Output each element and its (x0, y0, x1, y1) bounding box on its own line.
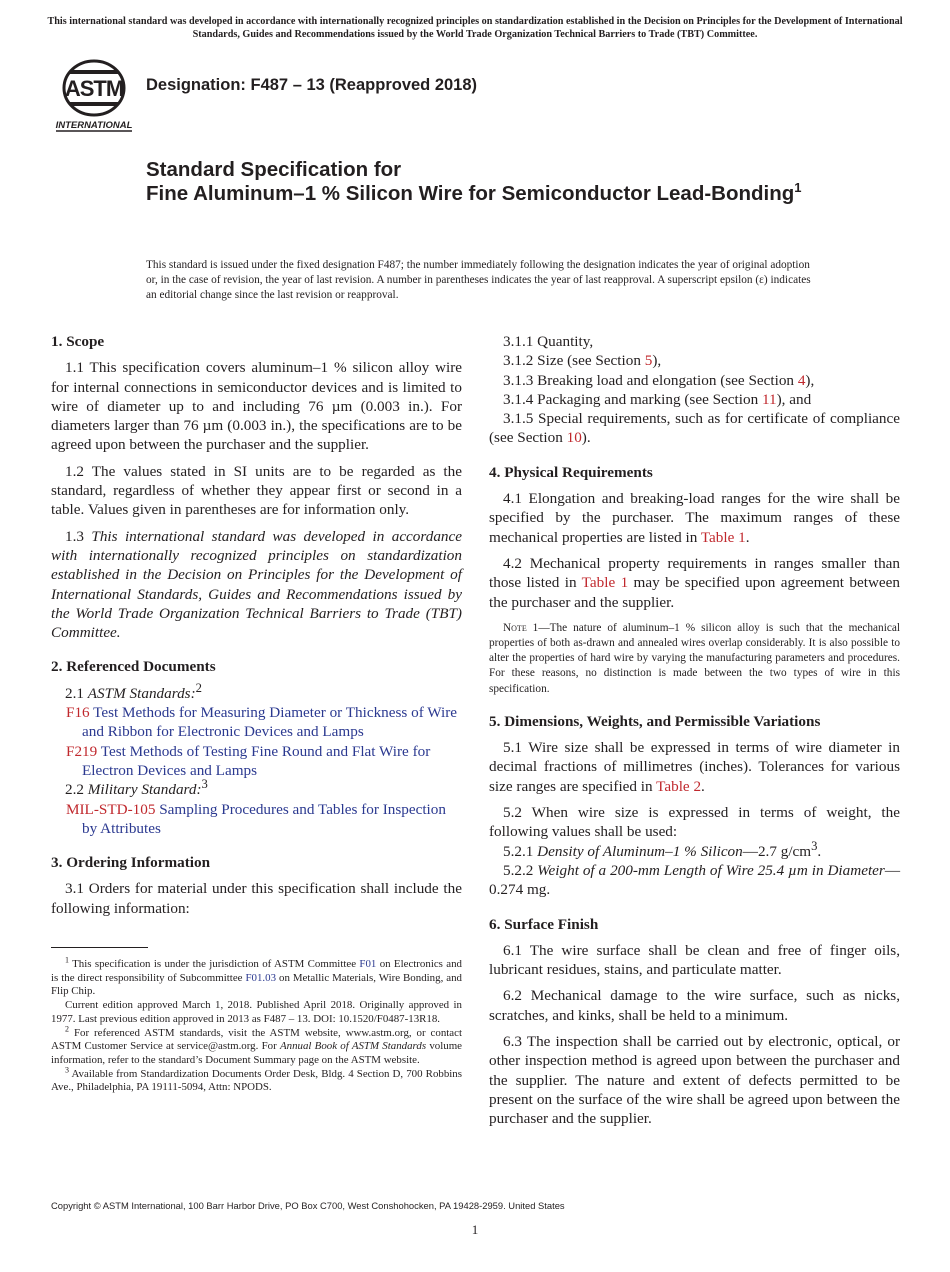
item-3-1-1: 3.1.1 Quantity, (503, 333, 594, 350)
astm-logo-graphic (52, 58, 136, 134)
page-number: 1 (471, 1222, 479, 1237)
para-6-1: 6.1 The wire surface shall be clean and free of finger oils, lubricant residues, stains, and particulate matter. (489, 941, 900, 979)
footnote-2: $^2$ For referenced ASTM standards, visit the ASTM website, www.astm.org, or contact ASTM Customer Service at service@astm.org. For Annual Book of ASTM Standards volume information, refer to the standard’s Document Summary page on the ASTM website. (51, 1023, 463, 1066)
section-5-heading: 5. Dimensions, Weights, and Permissible Variations (489, 712, 821, 730)
item-3-1-2: 3.1.2 Size (see Section 5), (503, 352, 662, 370)
item-3-1-4: 3.1.4 Packaging and marking (see Section 11), and (503, 390, 812, 408)
para-5-1: 5.1 Wire size shall be expressed in terms of wire diameter in decimal fractions of millimetres (inches). Tolerances for various size ranges are specified in Table 2. (489, 739, 900, 795)
item-3-1-3: 3.1.3 Breaking load and elongation (see Section 4), (503, 371, 815, 389)
ref-mil-std-105[interactable]: MIL-STD-105 Sampling Procedures and Tables for Inspection by Attributes (66, 800, 446, 837)
link-section-4[interactable]: 4 (797, 371, 806, 389)
section-1-heading: 1. Scope (51, 333, 105, 350)
ref-f16[interactable]: F16 Test Methods for Measuring Diameter or Thickness of Wire and Ribbon for Electronic Devices and Lamps (66, 704, 458, 741)
footnotes (51, 955, 463, 1095)
para-4-1: 4.1 Elongation and breaking-load ranges for the wire shall be specified by the purchaser. The maximum ranges of these mechanical properties are listed in Table 1. (489, 490, 900, 546)
link-table-1[interactable]: Table 1 (700, 528, 746, 546)
left-column (51, 332, 462, 918)
astm-standards-label: 2.1 ASTM Standards:$^2$ (65, 680, 202, 702)
para-6-3: 6.3 The inspection shall be carried out by electronic, optical, or other inspection method is agreed upon between the purchaser and the supplier. The nature and extent of defects permitted to be present on the surface of the wire shall be agreed upon between the purchaser and the supplier. (489, 1033, 900, 1128)
right-column (489, 332, 900, 1129)
ref-f219[interactable]: F219 Test Methods of Testing Fine Round and Flat Wire for Electron Devices and Lamps (66, 742, 431, 779)
para-1-1: 1.1 This specification covers aluminum–1 % silicon alloy wire for internal connections in semiconductor devices and is limited to wire of diameter up to and including 76 µm (0.003 in.). For diameters larger than 76 µm (0.003 in.), the specifications are to be agreed upon between the purchaser and the supplier. (51, 359, 462, 454)
para-5-2: 5.2 When wire size is expressed in terms of weight, the following values shall be used: (489, 804, 900, 841)
logo-text: ASTM (64, 76, 124, 101)
link-section-10[interactable]: 10 (566, 429, 582, 447)
para-4-2: 4.2 Mechanical property requirements in ranges smaller than those listed in Table 1 may be specified upon agreement between the purchaser and the supplier. (489, 554, 901, 611)
link-section-11[interactable]: 11 (761, 390, 777, 408)
item-5-2-2: 5.2.2 Weight of a 200-mm Length of Wire 25.4 µm in Diameter—0.274 mg. (489, 861, 901, 899)
section-2-heading: 2. Referenced Documents (51, 658, 216, 676)
link-section-5[interactable]: 5 (644, 352, 653, 370)
issuance-note: This standard is issued under the fixed designation F487; the number immediately following the designation indicates the year of original adoption or, in the case of revision, the year of last revision. A number in parentheses indicates the year of last reapproval. A superscript epsilon (ε) indicates an editorial change since the last revision or reapproval. (146, 259, 811, 301)
title-footnote-mark: 1 (794, 179, 802, 195)
link-table-1-b[interactable]: Table 1 (581, 574, 629, 592)
title-line-2: Fine Aluminum–1 % Silicon Wire for Semiconductor Lead-Bonding$^1$ (146, 179, 802, 205)
link-table-2[interactable]: Table 2 (656, 777, 702, 795)
section-3-heading: 3. Ordering Information (51, 854, 211, 872)
document-title (146, 158, 866, 205)
footnote-1: $^1$ This specification is under the jurisdiction of ASTM Committee F01 on Electronics and is the direct responsibility of Subcommittee F01.03 on Metallic Materials, Wire Bonding, and Flip Chip. (51, 955, 462, 998)
link-f01-03[interactable]: F01.03 (245, 971, 277, 984)
section-4-heading: 4. Physical Requirements (489, 463, 653, 481)
section-6-heading: 6. Surface Finish (489, 915, 599, 933)
link-f01[interactable]: F01 (359, 958, 377, 970)
astm-logo (52, 58, 136, 134)
para-1-2: 1.2 The values stated in SI units are to be regarded as the standard, regardless of whether they appear first or second in a table. Values given in parentheses are for information only. (51, 462, 462, 519)
para-1-3: 1.3 This international standard was developed in accordance with internationally recognized principles on standardization established in the Decision on Principles for the Development of International Standards, Guides and Recommendations issued by the World Trade Organization Technical Barriers to Trade (TBT) Committee. (51, 527, 462, 642)
item-5-2-1: 5.2.1 Density of Aluminum–1 % Silicon—2.7 $g/cm^3$. (503, 838, 822, 860)
tbt-banner: This international standard was developed in accordance with internationally recognized principles on standardization established in the Decision on Principles for the Development of International Standards, Guides and Recommendations issued by the World Trade Organization Technical Barriers to Trade (TBT) Committee. (47, 16, 903, 40)
footnote-3: $^3$ Available from Standardization Documents Order Desk, Bldg. 4 Section D, 700 Robbins Ave., Philadelphia, PA 19111-5094, Attn: NPODS. (51, 1065, 462, 1094)
designation: Designation: F487 – 13 (Reapproved 2018) (146, 76, 478, 94)
footnote-rule (51, 947, 148, 948)
logo-subtext: INTERNATIONAL (55, 120, 133, 131)
note-1: Note 1—The nature of aluminum–1 % silicon alloy is such that the mechanical properties of both as-drawn and annealed wires overlap considerably. It is also possible to alter the properties of hard wire by varying the manufacturing parameters and procedures. For these reasons, no distinction is made between the two types of wire in this specification. (489, 621, 900, 695)
title-line-1: Standard Specification for (146, 158, 402, 181)
para-3-1: 3.1 Orders for material under this specification shall include the following information: (51, 880, 462, 917)
copyright-notice: Copyright © ASTM International, 100 Barr Harbor Drive, PO Box C700, West Conshohocken, PA 19428-2959. United States (51, 1200, 565, 1211)
item-3-1-5: 3.1.5 Special requirements, such as for certificate of compliance (see Section 10). (489, 410, 900, 447)
para-6-2: 6.2 Mechanical damage to the wire surface, such as nicks, scratches, and kinks, shall be held to a minimum. (489, 987, 900, 1024)
military-standard-label: 2.2 Military Standard:$^3$ (65, 777, 208, 799)
footnote-1-edition: Current edition approved March 1, 2018. Published April 2018. Originally approved in 1977. Last previous edition approved in 2013 as F487 – 13. DOI: 10.1520/F0487-13R18. (51, 999, 462, 1025)
